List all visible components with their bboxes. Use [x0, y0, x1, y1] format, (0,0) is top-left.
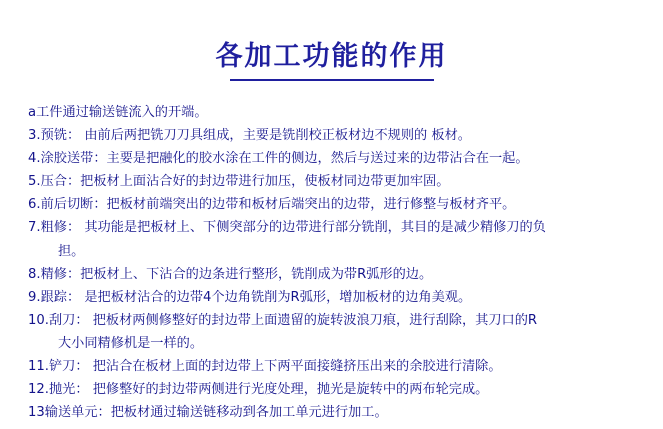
- list-item-text: 11.铲刀： 把沾合在板材上面的封边带上下两平面接缝挤压出来的余胶进行清除。: [28, 359, 502, 375]
- list-item-text: 6.前后切断：把板材前端突出的边带和板材后端突出的边带，进行修整与板材齐平。: [28, 197, 516, 213]
- list-item: [28, 126, 629, 147]
- list-item: [28, 380, 629, 401]
- list-item-text: 13输送单元：把板材通过输送链移动到各加工单元进行加工。: [28, 405, 388, 421]
- page-title: 各加工功能的作用: [215, 41, 448, 72]
- list-item-text: 12.抛光： 把修整好的封边带两侧进行光度处理，抛光是旋转中的两布轮完成。: [28, 382, 489, 398]
- list-item: [28, 334, 629, 355]
- list-item-text: 担。: [58, 243, 85, 259]
- content-list: [0, 81, 663, 424]
- list-item: [28, 172, 629, 193]
- list-item: [28, 357, 629, 378]
- list-item: [28, 311, 629, 332]
- list-item-text: 大小同精修机是一样的。: [58, 335, 204, 351]
- list-item-text: 7.粗修： 其功能是把板材上、下侧突部分的边带进行部分铣削，其目的是减少精修刀的负: [28, 220, 546, 236]
- list-item-text: 10.刮刀： 把板材两侧修整好的封边带上面遗留的旋转波浪刀痕，进行刮除，其刀口的R: [28, 312, 538, 328]
- list-item-text: a工件通过输送链流入的开端。: [28, 105, 208, 120]
- list-item-text: 5.压合：把板材上面沾合好的封边带进行加压，使板材同边带更加牢固。: [28, 174, 450, 190]
- list-item: [28, 103, 629, 124]
- list-item-text: 4.涂胶送带：主要是把融化的胶水涂在工件的侧边，然后与送过来的边带沾合在一起。: [28, 151, 529, 167]
- list-item: [28, 242, 629, 263]
- list-item: [28, 265, 629, 286]
- list-item: [28, 149, 629, 170]
- list-item-text: 8.精修：把板材上、下沾合的边条进行整形，铣削成为带R弧形的边。: [28, 266, 433, 282]
- list-item: [28, 195, 629, 216]
- list-item: [28, 218, 629, 239]
- list-item-text: 3.预铣： 由前后两把铣刀刀具组成，主要是铣削校正板材边不规则的 板材。: [28, 128, 471, 144]
- list-item-text: 9.跟踪： 是把板材沾合的边带4个边角铣削为R弧形，增加板材的边角美观。: [28, 289, 472, 305]
- list-item: [28, 403, 629, 424]
- list-item: [28, 288, 629, 309]
